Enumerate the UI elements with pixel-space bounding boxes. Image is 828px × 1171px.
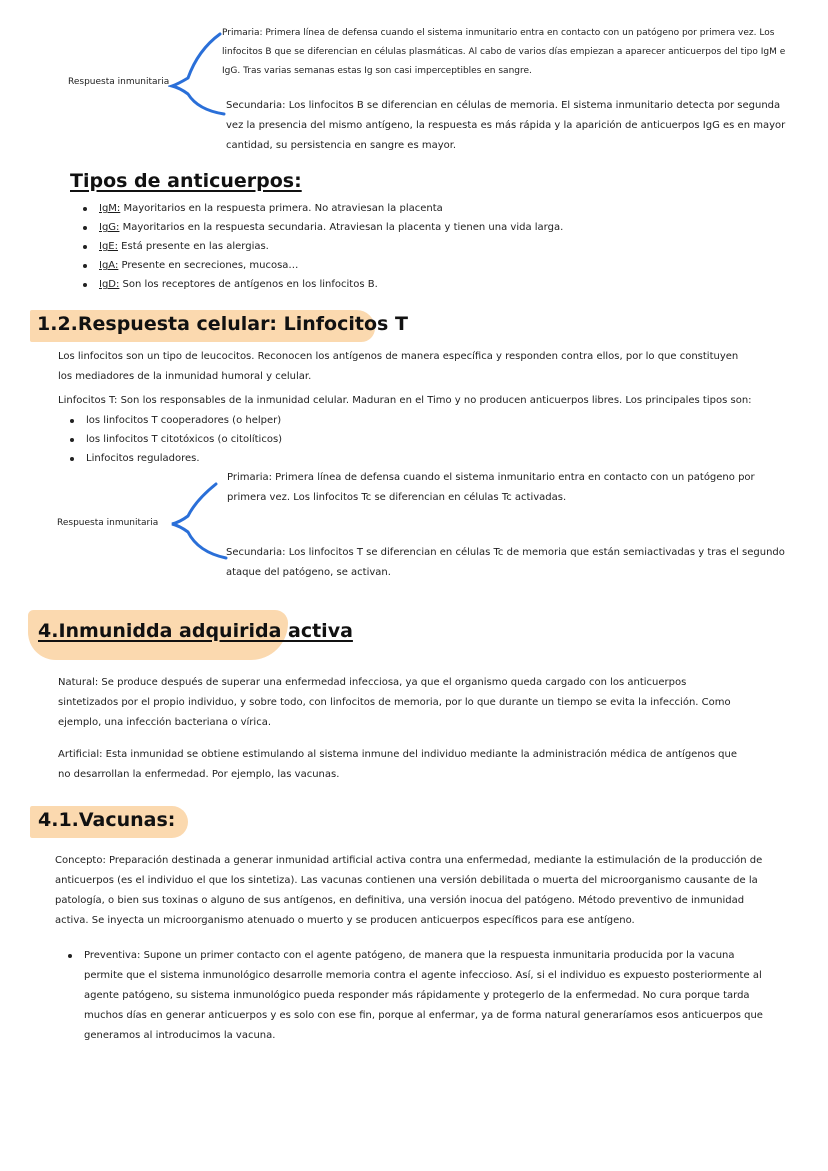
vacunas-list <box>84 946 776 1046</box>
respuesta-label: Respuesta inmunitaria <box>68 77 170 87</box>
list-item: IgA: Presente en secreciones, mucosa… <box>99 256 799 275</box>
list-item: los linfocitos T cooperadores (o helper) <box>86 411 686 430</box>
secundaria-t-text: Secundaria: Los linfocitos T se diferencian en células Tc de memoria que están semiactivadas y tras el segundo ataque del patógeno, se activan. <box>226 547 785 578</box>
primaria-b-text: Primaria: Primera línea de defensa cuando el sistema inmunitario entra en contacto con un patógeno por primera vez. Los linfocitos B que se diferencian en células plasmáticas. Al cabo de varios días empiezan a aparecer anticuerpos del tipo IgM e IgG. Tras varias semanas estas Ig son casi imperceptibles en sangre. <box>222 28 786 76</box>
branch-brace-icon <box>168 30 228 120</box>
linfocitos-t-list <box>86 411 686 468</box>
section-title-1-2: 1.2.Respuesta celular: Linfocitos T <box>37 313 408 335</box>
list-item: IgD: Son los receptores de antígenos en los linfocitos B. <box>99 275 799 294</box>
section-title-4: 4.Inmunidda adquirida activa <box>38 620 353 642</box>
tipos-list <box>99 199 799 294</box>
list-item: Preventiva: Supone un primer contacto con el agente patógeno, de manera que la respuesta inmunitaria producida por la vacuna permite que el sistema inmunológico desarrolle memoria contra el agente infeccioso. Así, si el individuo es expuesto posteriormente al agente patógeno, su sistema inmunológico pueda responder más rápidamente y protegerlo de la enfermedad. No cura porque tarda muchos días en generar anticuerpos y es solo con ese fin, porque al enfermar, ya de forma natural generaríamos esos anticuerpos que generamos al introducimos la vacuna. <box>84 946 776 1046</box>
list-item: IgE: Está presente en las alergias. <box>99 237 799 256</box>
linfocitos-t-text: Linfocitos T: Son los responsables de la inmunidad celular. Maduran en el Timo y no producen anticuerpos libres. Los principales tipos son: <box>58 395 752 406</box>
tipos-title: Tipos de anticuerpos: <box>70 170 302 192</box>
branch-brace-icon <box>168 478 228 568</box>
list-item: IgM: Mayoritarios en la respuesta primera. No atraviesan la placenta <box>99 199 799 218</box>
secundaria-b-text: Secundaria: Los linfocitos B se diferencian en células de memoria. El sistema inmunitario detecta por segunda vez la presencia del mismo antígeno, la respuesta es más rápida y la aparición de anticuerpos IgG es en mayor cantidad, su persistencia en sangre es mayor. <box>226 100 786 151</box>
natural-text: Natural: Se produce después de superar una enfermedad infecciosa, ya que el organismo queda cargado con los anticuerpos sintetizados por el propio individuo, y sobre todo, con linfocitos de memoria, por lo que durante un tiempo se evita la infección. Como ejemplo, una infección bacteriana o vírica. <box>58 677 731 728</box>
concepto-text: Concepto: Preparación destinada a generar inmunidad artificial activa contra una enfermedad, mediante la estimulación de la producción de anticuerpos (es el individuo el que los sintetiza). Las vacunas contienen una versión debilitada o muerta del microorganismo causante de la patología, o bien sus toxinas o alguno de sus antígenos, en definitiva, una versión inocua del patógeno. Método preventivo de inmunidad activa. Se inyecta un microorganismo atenuado o muerto y se producen anticuerpos específicos para ese antígeno. <box>55 855 763 926</box>
list-item: IgG: Mayoritarios en la respuesta secundaria. Atraviesan la placenta y tienen una vida larga. <box>99 218 799 237</box>
artificial-text: Artificial: Esta inmunidad se obtiene estimulando al sistema inmune del individuo mediante la administración médica de antígenos que no desarrollan la enfermedad. Por ejemplo, las vacunas. <box>58 749 738 780</box>
primaria-t-text: Primaria: Primera línea de defensa cuando el sistema inmunitario entra en contacto con un patógeno por primera vez. Los linfocitos Tc se diferencian en células Tc activadas. <box>227 472 755 503</box>
respuesta-label-t: Respuesta inmunitaria <box>57 518 159 528</box>
list-item: Linfocitos reguladores. <box>86 449 686 468</box>
section-title-4-1: 4.1.Vacunas: <box>38 809 176 831</box>
list-item: los linfocitos T citotóxicos (o citolíticos) <box>86 430 686 449</box>
linfocitos-intro: Los linfocitos son un tipo de leucocitos. Reconocen los antígenos de manera específica y responden contra ellos, por lo que constituyen los mediadores de la inmunidad humoral y celular. <box>58 351 739 382</box>
